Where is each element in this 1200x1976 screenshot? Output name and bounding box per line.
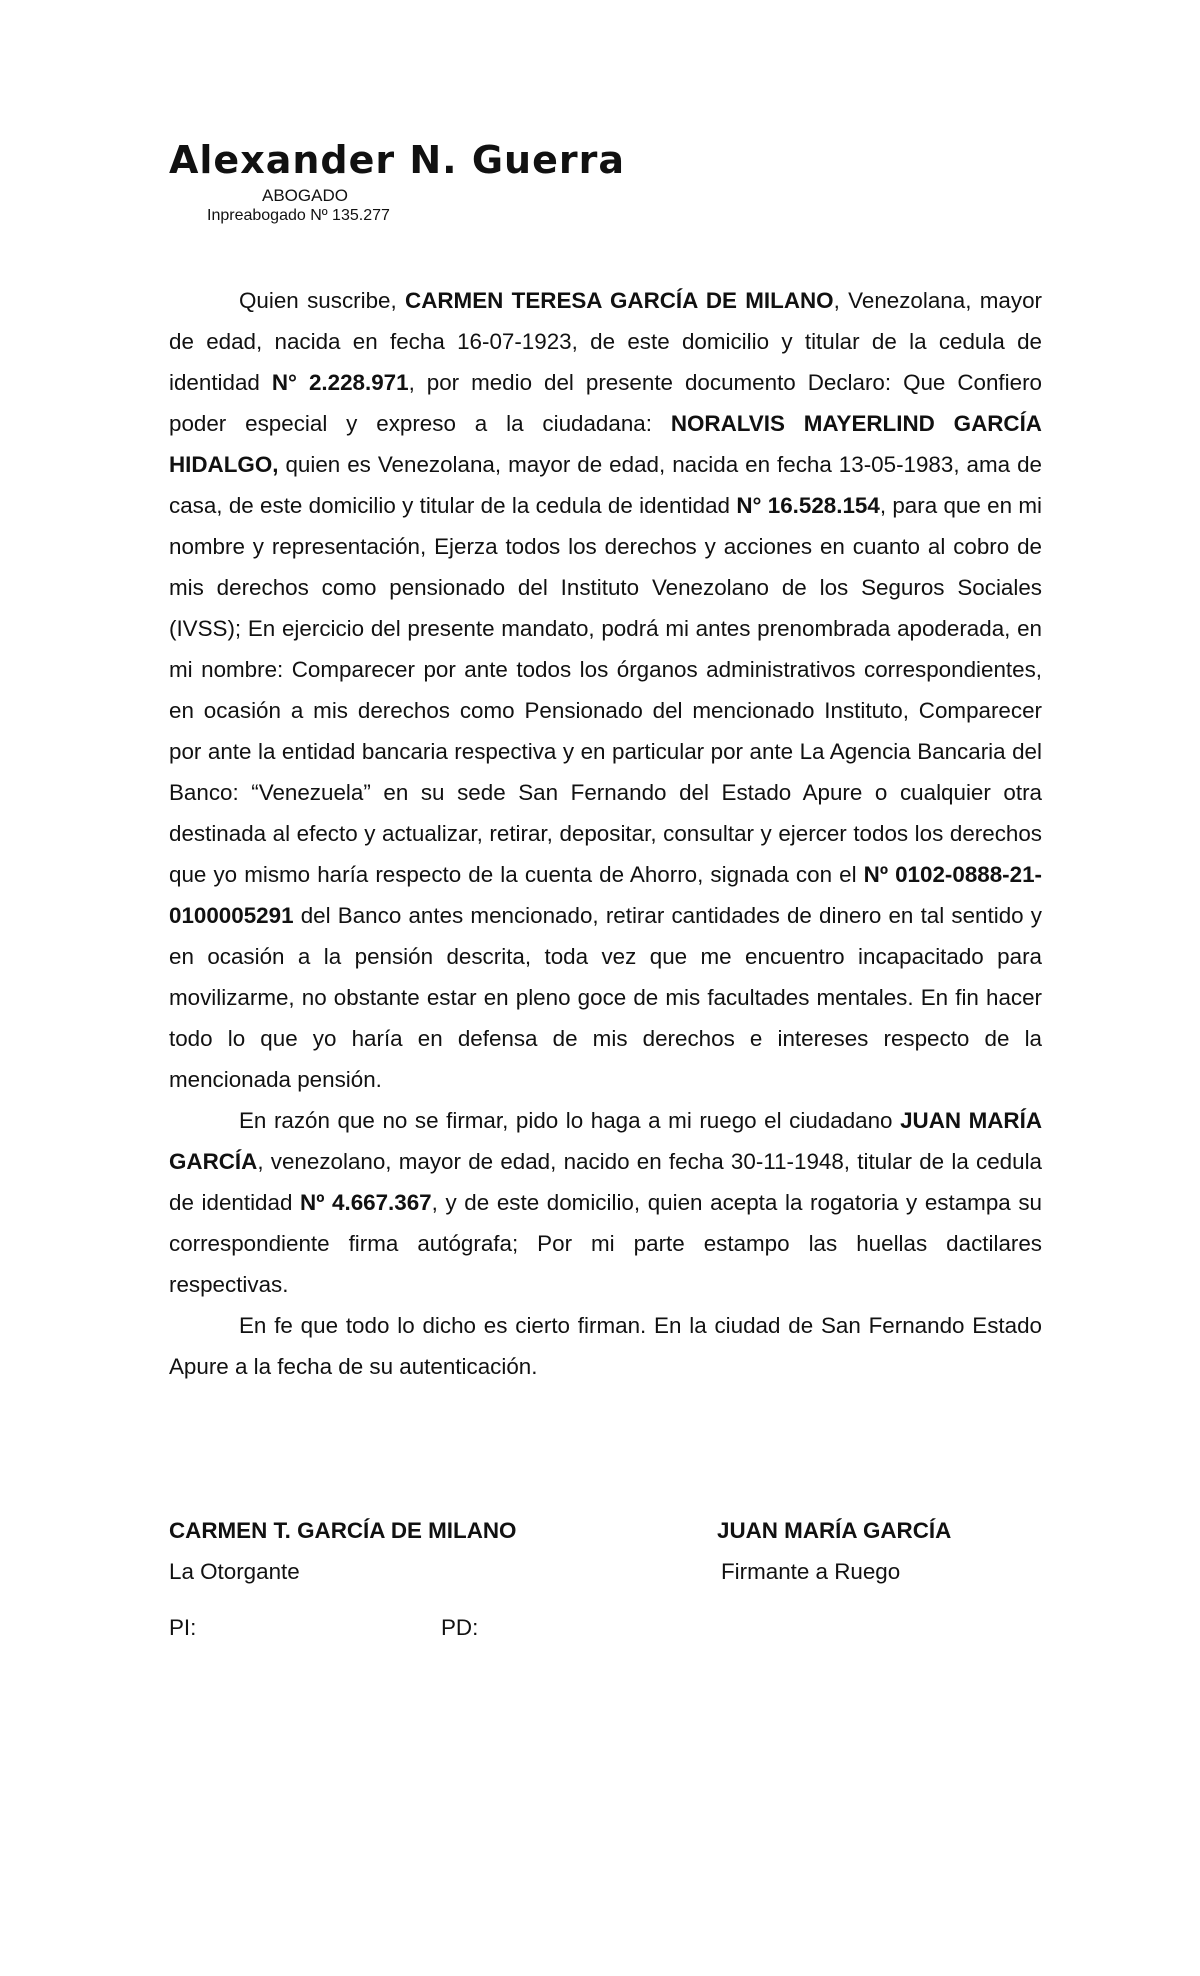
paragraph-signature-request [169,1100,1042,1305]
grantor-signature-name: CARMEN T. GARCÍA DE MILANO [169,1518,517,1543]
signer-name: JUAN MARÍA GARCÍA [169,1108,1042,1174]
paragraph-closing [169,1305,1042,1387]
text-run: , y de este domicilio, quien acepta la rogatoria y estampa su correspondiente firma autógrafa; Por mi parte estampo las huellas dactilares respectivas. [169,1190,1042,1297]
text-run: , para que en mi nombre y representación, Ejerza todos los derechos y acciones en cuanto al cobro de mis derechos como pensionado del Instituto Venezolano de los Seguros Sociales (IVSS); En ejercicio del presente mandato, podrá mi antes prenombrada apoderada, en mi nombre: Comparecer por ante todos los órganos administrativos correspondientes, en ocasión a mis derechos como Pensionado del mencionado Instituto, Comparecer por ante la entidad bancaria respectiva y en particular por ante La Agencia Bancaria del Banco: “Venezuela” en su sede San Fernando del Estado Apure o cualquier otra destinada al efecto y actualizar, retirar, depositar, consultar y ejercer todos los derechos que yo mismo haría respecto de la cuenta de Ahorro, signada con el [169,493,1042,887]
lawyer-registration: Inpreabogado Nº 135.277 [207,207,390,224]
paragraph-power-of-attorney [169,280,1042,1100]
signer-id-number: Nº 4.667.367 [300,1190,432,1215]
text-run: del Banco antes mencionado, retirar cantidades de dinero en tal sentido y en ocasión a la pensión descrita, toda vez que me encuentro incapacitado para movilizarme, no obstante estar en pleno goce de mis facultades mentales. En fin hacer todo lo que yo haría en defensa de mis derechos e intereses respecto de la mencionada pensión. [169,903,1042,1092]
grantor-id-number: N° 2.228.971 [271,370,409,395]
text-run: quien es Venezolana, mayor de edad, nacida en fecha 13-05-1983, ama de casa, de este domicilio y titular de la cedula de identidad [169,452,1042,518]
right-thumbprint-label: PD: [441,1615,479,1640]
account-number: Nº 0102-0888-21-0100005291 [169,862,1042,928]
text-run: , Venezolana, mayor de edad, nacida en fecha 16-07-1923, de este domicilio y titular de la cedula de identidad [169,288,1042,395]
text-run: , por medio del presente documento Declaro: Que Confiero poder especial y expreso a la ciudadana: [169,370,1042,436]
attorney-name: NORALVIS MAYERLIND GARCÍA HIDALGO, [169,411,1042,477]
signer-role: Firmante a Ruego [721,1559,901,1584]
left-thumbprint-label: PI: [169,1615,197,1640]
text-run: , venezolano, mayor de edad, nacido en fecha 30-11-1948, titular de la cedula de identidad [169,1149,1042,1215]
document-body [169,280,1042,1387]
signature-block-grantor [169,1510,516,1592]
grantor-role: La Otorgante [169,1559,300,1584]
text-run: En fe que todo lo dicho es cierto firman. En la ciudad de San Fernando Estado Apure a la fecha de su autenticación. [169,1313,1042,1379]
text-run: En razón que no se firmar, pido lo haga a mi ruego el ciudadano [239,1108,901,1133]
lawyer-name: Alexander N. Guerra [169,138,625,182]
letterhead [169,136,869,226]
text-run: Quien suscribe, [239,288,406,313]
signature-block-signer [717,1510,951,1592]
signer-signature-name: JUAN MARÍA GARCÍA [717,1518,952,1543]
lawyer-title: ABOGADO [262,186,348,205]
grantor-name: CARMEN TERESA GARCÍA DE MILANO [405,288,834,313]
attorney-id-number: N° 16.528.154 [736,493,880,518]
